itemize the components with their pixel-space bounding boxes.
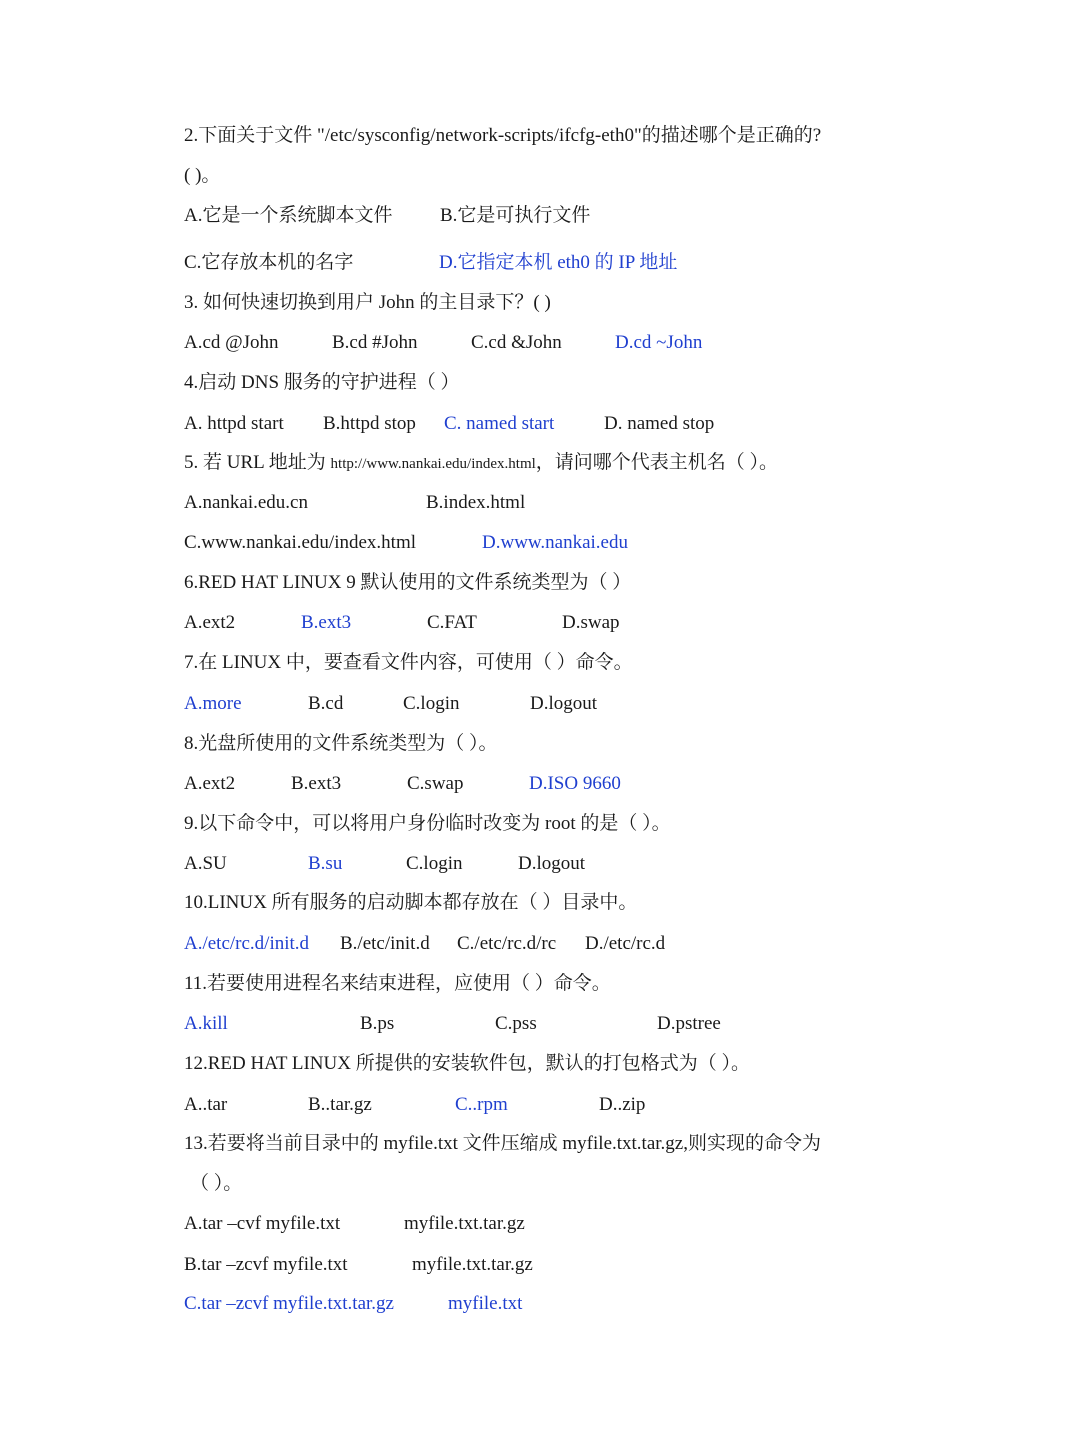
q6-option-a: A.ext2 — [184, 612, 236, 633]
q10-option-c: C./etc/rc.d/rc — [457, 933, 557, 954]
q12-option-a: A..tar — [184, 1094, 228, 1115]
q2-option-d-answer: D.它指定本机 eth0 的 IP 地址 — [439, 252, 678, 273]
question-5-text-start: 5. 若 URL 地址为 — [184, 452, 331, 473]
q9-option-a: A.SU — [184, 853, 227, 874]
q12-option-d: D..zip — [599, 1094, 646, 1115]
q7-option-b: B.cd — [308, 693, 344, 714]
question-7: 7.在 LINUX 中，要查看文件内容，可使用（ ）命令。 — [184, 652, 633, 673]
q3-option-c: C.cd &John — [471, 332, 562, 353]
question-9: 9.以下命令中，可以将用户身份临时改变为 root 的是（ ）。 — [184, 813, 671, 834]
q4-option-c-answer: C. named start — [444, 413, 555, 434]
question-13-blank: （ ）。 — [190, 1173, 243, 1194]
q6-option-b-answer: B.ext3 — [301, 612, 352, 633]
q13-option-a-command: A.tar –cvf myfile.txt — [184, 1213, 341, 1234]
question-2: 2.下面关于文件 "/etc/sysconfig/network-scripts/ifcfg-eth0"的描述哪个是正确的? — [184, 125, 822, 146]
q10-option-b: B./etc/init.d — [340, 933, 430, 954]
question-5-url: http://www.nankai.edu/index.html — [330, 456, 536, 472]
q13-option-c-file: myfile.txt — [448, 1293, 523, 1314]
question-2-blank: ( )。 — [184, 165, 221, 186]
question-13: 13.若要将当前目录中的 myfile.txt 文件压缩成 myfile.txt.tar.gz,则实现的命令为 — [184, 1133, 821, 1154]
q7-option-d: D.logout — [530, 693, 598, 714]
question-5 — [184, 451, 778, 476]
q5-option-b: B.index.html — [426, 492, 526, 513]
q2-option-b: B.它是可执行文件 — [440, 205, 591, 226]
q7-option-a-answer: A.more — [184, 693, 242, 714]
q12-option-c-answer: C..rpm — [455, 1094, 508, 1115]
q11-option-b: B.ps — [360, 1013, 395, 1034]
q11-option-c: C.pss — [495, 1013, 537, 1034]
q6-option-d: D.swap — [562, 612, 620, 633]
question-12: 12.RED HAT LINUX 所提供的安装软件包，默认的打包格式为（ ）。 — [184, 1053, 750, 1074]
q8-option-b: B.ext3 — [291, 773, 342, 794]
q4-option-b: B.httpd stop — [323, 413, 416, 434]
q9-option-b-answer: B.su — [308, 853, 343, 874]
q13-option-a-file: myfile.txt.tar.gz — [404, 1213, 525, 1234]
q5-option-d-answer: D.www.nankai.edu — [482, 532, 628, 553]
q13-option-b-file: myfile.txt.tar.gz — [412, 1254, 533, 1275]
q13-option-b-command: B.tar –zcvf myfile.txt — [184, 1254, 348, 1275]
q3-option-d-answer: D.cd ~John — [615, 332, 703, 353]
q4-option-a: A. httpd start — [184, 413, 284, 434]
q10-option-a-answer: A./etc/rc.d/init.d — [184, 933, 310, 954]
q7-option-c: C.login — [403, 693, 460, 714]
q10-option-d: D./etc/rc.d — [585, 933, 666, 954]
q9-option-d: D.logout — [518, 853, 586, 874]
q12-option-b: B..tar.gz — [308, 1094, 372, 1115]
q2-option-c: C.它存放本机的名字 — [184, 252, 354, 273]
question-5-text-end: ，请问哪个代表主机名（ ）。 — [535, 452, 779, 473]
q5-option-a: A.nankai.edu.cn — [184, 492, 308, 513]
q11-option-a-answer: A.kill — [184, 1013, 228, 1034]
question-6: 6.RED HAT LINUX 9 默认使用的文件系统类型为（ ） — [184, 572, 632, 593]
question-11: 11.若要使用进程名来结束进程，应使用（ ）命令。 — [184, 973, 611, 994]
q3-option-b: B.cd #John — [332, 332, 418, 353]
q2-option-a: A.它是一个系统脚本文件 — [184, 205, 393, 226]
q8-option-d-answer: D.ISO 9660 — [529, 773, 621, 794]
q9-option-c: C.login — [406, 853, 463, 874]
question-8: 8.光盘所使用的文件系统类型为（ ）。 — [184, 733, 498, 754]
question-3: 3. 如何快速切换到用户 John 的主目录下？( ) — [184, 292, 551, 313]
question-4: 4.启动 DNS 服务的守护进程（ ） — [184, 372, 460, 393]
question-10: 10.LINUX 所有服务的启动脚本都存放在（ ）目录中。 — [184, 892, 638, 913]
q8-option-a: A.ext2 — [184, 773, 236, 794]
q3-option-a: A.cd @John — [184, 332, 279, 353]
q8-option-c: C.swap — [407, 773, 464, 794]
q13-option-c-command: C.tar –zcvf myfile.txt.tar.gz — [184, 1293, 394, 1314]
q11-option-d: D.pstree — [657, 1013, 721, 1034]
q4-option-d: D. named stop — [604, 413, 715, 434]
q5-option-c: C.www.nankai.edu/index.html — [184, 532, 417, 553]
q6-option-c: C.FAT — [427, 612, 477, 633]
